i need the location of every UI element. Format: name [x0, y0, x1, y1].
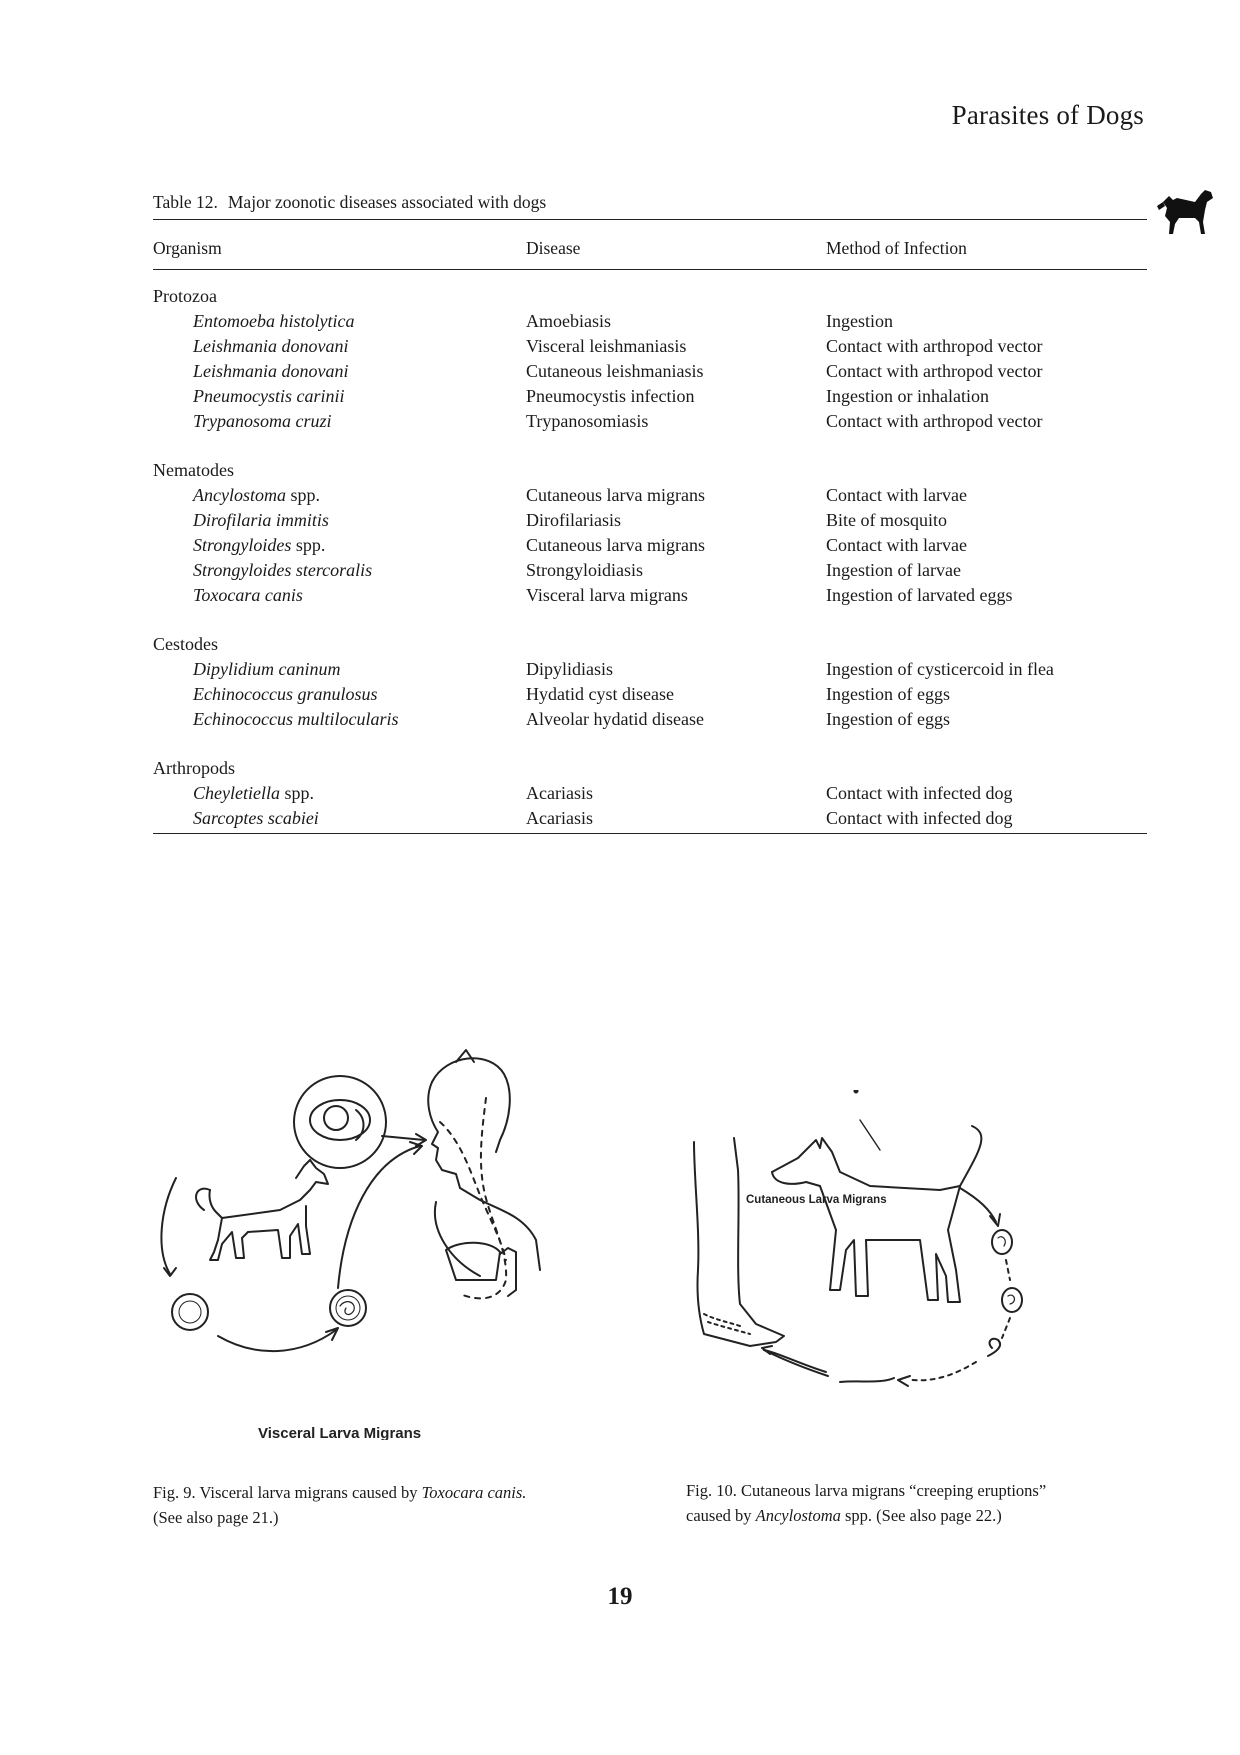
method-cell: Contact with infected dog: [826, 783, 1013, 803]
table-row: [153, 334, 1147, 359]
fig9-caption: Fig. 9. Visceral larva migrans caused by Toxocara canis. (See also page 21.): [153, 1483, 527, 1527]
organism-cell: [153, 533, 526, 558]
disease-cell: Strongyloidiasis: [526, 560, 644, 580]
organism-suffix: spp.: [291, 535, 326, 555]
table-row: [153, 707, 1147, 732]
organism-cell: [153, 483, 526, 508]
figure-cutaneous-larva-migrans: [680, 1090, 1120, 1430]
organism-name: Trypanosoma cruzi: [193, 411, 332, 431]
group-title: Cestodes: [153, 634, 218, 654]
method-cell: Ingestion of larvated eggs: [826, 585, 1013, 605]
group-title: Nematodes: [153, 460, 234, 480]
fig10-caption: Fig. 10. Cutaneous larva migrans “creeping eruptions” caused by Ancylostoma spp. (See also page 22.): [686, 1481, 1047, 1525]
disease-cell: Visceral leishmaniasis: [526, 336, 687, 356]
method-cell: Ingestion of larvae: [826, 560, 961, 580]
table-label: Table 12.: [153, 192, 218, 212]
disease-cell: Cutaneous larva migrans: [526, 485, 705, 505]
table-row: [153, 781, 1147, 806]
organism-cell: [153, 781, 526, 806]
organism-cell: [153, 359, 526, 384]
table-row: [153, 409, 1147, 434]
organism-cell: [153, 583, 526, 608]
method-cell: Contact with arthropod vector: [826, 336, 1043, 356]
organism-name: Strongyloides: [193, 535, 292, 555]
header-organism: Organism: [153, 238, 222, 258]
table-title: Major zoonotic diseases associated with dogs: [227, 192, 547, 212]
eye-inset-illustration: [294, 1076, 426, 1168]
cutaneous-label: Cutaneous Larva Migrans: [746, 1194, 887, 1206]
disease-cell: Dipylidiasis: [526, 659, 614, 679]
organism-name: Toxocara canis: [193, 585, 303, 605]
organism-cell: [153, 558, 526, 583]
organism-cell: [153, 409, 526, 434]
organism-name: Dipylidium caninum: [193, 659, 341, 679]
organism-cell: [153, 682, 526, 707]
larva-cycle-illustration: [762, 1188, 1022, 1386]
organism-name: Strongyloides stercoralis: [193, 560, 373, 580]
table-row: [153, 359, 1147, 384]
disease-cell: Dirofilariasis: [526, 510, 621, 530]
disease-cell: Visceral larva migrans: [526, 585, 688, 605]
table-row: [153, 558, 1147, 583]
organism-name: Leishmania donovani: [193, 361, 349, 381]
organism-cell: [153, 508, 526, 533]
disease-cell: Acariasis: [526, 808, 593, 828]
method-cell: Contact with arthropod vector: [826, 411, 1043, 431]
table-row: [153, 384, 1147, 409]
disease-cell: Hydatid cyst disease: [526, 684, 674, 704]
organism-name: Pneumocystis carinii: [193, 386, 345, 406]
disease-cell: Alveolar hydatid disease: [526, 709, 704, 729]
table-row: [153, 657, 1147, 682]
method-cell: Contact with larvae: [826, 485, 967, 505]
method-cell: Bite of mosquito: [826, 510, 947, 530]
method-cell: Ingestion of eggs: [826, 684, 950, 704]
running-head: Parasites of Dogs: [951, 100, 1144, 130]
organism-name: Echinococcus granulosus: [193, 684, 378, 704]
organism-name: Sarcoptes scabiei: [193, 808, 319, 828]
disease-cell: Cutaneous leishmaniasis: [526, 361, 704, 381]
disease-cell: Trypanosomiasis: [526, 411, 649, 431]
disease-cell: Amoebiasis: [526, 311, 611, 331]
table-body: [153, 270, 1147, 833]
table-caption: [153, 192, 1147, 219]
table-row: [153, 806, 1147, 831]
human-figure-illustration: [428, 1050, 540, 1298]
group-spacer: [153, 434, 1147, 458]
table-row: [153, 682, 1147, 707]
organism-name: Dirofilaria immitis: [193, 510, 329, 530]
organism-suffix: spp.: [285, 485, 320, 505]
table-row: [153, 309, 1147, 334]
method-cell: Contact with infected dog: [826, 808, 1013, 828]
dog-illustration: [196, 1160, 328, 1260]
page-number: 19: [607, 1583, 633, 1610]
organism-name: Entomoeba histolytica: [193, 311, 355, 331]
organism-name: Leishmania donovani: [193, 336, 349, 356]
organism-cell: [153, 707, 526, 732]
group-title: Protozoa: [153, 286, 217, 306]
method-cell: Ingestion of eggs: [826, 709, 950, 729]
dog-illustration: [772, 1120, 981, 1302]
visceral-label: Visceral Larva Migrans: [258, 1425, 422, 1440]
method-cell: Ingestion of cysticercoid in flea: [826, 659, 1054, 679]
table-header: [153, 220, 1147, 269]
figure-visceral-larva-migrans: [160, 1040, 620, 1440]
organism-cell: [153, 384, 526, 409]
group-spacer: [153, 732, 1147, 756]
method-cell: Ingestion: [826, 311, 893, 331]
organism-name: Ancylostoma: [193, 485, 286, 505]
zoonotic-disease-table: [153, 192, 1147, 834]
organism-cell: [153, 334, 526, 359]
header-method: Method of Infection: [826, 238, 967, 258]
method-cell: Ingestion or inhalation: [826, 386, 989, 406]
table-row: [153, 533, 1147, 558]
organism-cell: [153, 309, 526, 334]
group-spacer: [153, 608, 1147, 632]
egg-cycle-illustration: [161, 1142, 422, 1351]
method-cell: Contact with larvae: [826, 535, 967, 555]
organism-name: Cheyletiella: [193, 783, 280, 803]
organism-cell: [153, 657, 526, 682]
organism-suffix: spp.: [279, 783, 314, 803]
organism-name: Echinococcus multilocularis: [193, 709, 399, 729]
table-bottom-rule: [153, 833, 1147, 834]
dog-silhouette-icon: [1155, 188, 1215, 238]
organism-cell: [153, 806, 526, 831]
table-row: [153, 508, 1147, 533]
disease-cell: Acariasis: [526, 783, 593, 803]
table-row: [153, 583, 1147, 608]
disease-cell: Cutaneous larva migrans: [526, 535, 705, 555]
table-row: [153, 483, 1147, 508]
foot-illustration: [694, 1138, 784, 1346]
disease-cell: Pneumocystis infection: [526, 386, 695, 406]
header-disease: Disease: [526, 238, 581, 258]
method-cell: Contact with arthropod vector: [826, 361, 1043, 381]
group-title: Arthropods: [153, 758, 235, 778]
